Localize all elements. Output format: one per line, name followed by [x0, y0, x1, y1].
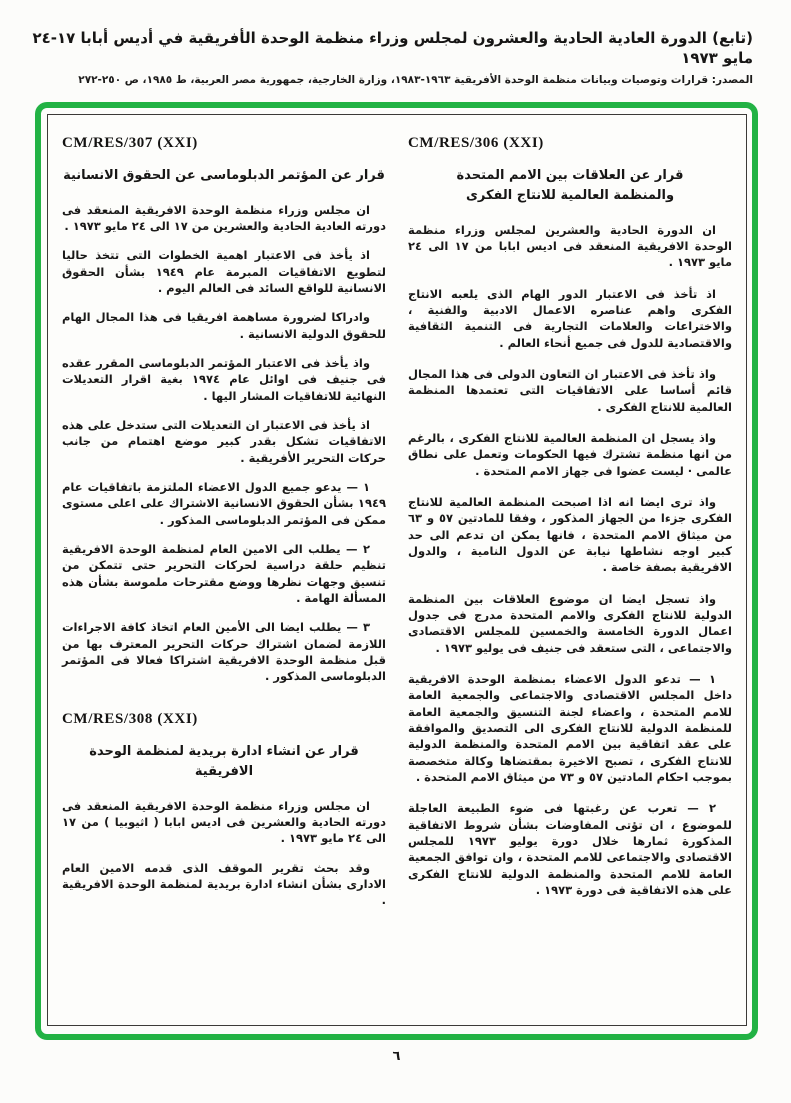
paragraph: وقد بحث تقرير الموقف الذى قدمه الامين العام الادارى بشأن انشاء ادارة بريدية لمنظمة الوحدة الافريقية .: [62, 860, 386, 908]
paragraph: ١ — تدعو الدول الاعضاء بمنظمة الوحدة الافريقية داخل المجلس الاقتصادى والاجتماعى والجمعية العامة للامم المتحدة ، واعضاء لجنة التنسيق والجمعية العامة للمنظمة الدولية للانتاج الفكرى الى التصديق والموافقة على عقد اتفاقية بين الامم المتحدة والمنظمة الدولية للانتاج الفكرى ، تصبح الاخيرة بمقتضاها وكالة متخصصة بموجب احكام المادتين ٥٧ و ٧٣ من ميثاق الامم المتحدة .: [408, 672, 732, 784]
column-left: [56, 135, 392, 1025]
paragraph: واذ يأخذ فى الاعتبار المؤتمر الدبلوماسى المقرر عقده فى جنيف فى اوائل عام ١٩٧٤ بغية اقرار التعديلات النهائية للاتفاقيات المشار اليها .: [62, 355, 387, 403]
resolution-title-308: [62, 742, 386, 782]
paragraph: واذ ترى ايضا انه اذا اصبحت المنظمة العالمية للانتاج الفكرى جزءا من الجهاز المذكور ، وفقا للمادتين ٥٧ و ٦٣ من ميثاق الامم المتحدة ، فانها يمكن ان تدعم الى حد كبير اوجه نشاطها نيابة عن الدول النامية ، والدول الافريقية بصفة خاصة .: [408, 495, 732, 575]
paragraph: ١ — يدعو جميع الدول الاعضاء الملتزمة باتفاقيات عام ١٩٤٩ بشأن الحقوق الانسانية الاشتراك على اعلى مستوى ممكن فى المؤتمر الدبلوماسى المذكور .: [62, 479, 386, 527]
green-frame: [35, 102, 758, 1040]
paragraph: ان مجلس وزراء منظمة الوحدة الافريقية المنعقد فى دورته الحادية والعشرين فى اديس ابابا ( اثيوبيا ) من ١٧ الى ٢٤ مايو ١٩٧٣ .: [62, 798, 386, 846]
paragraph: ان مجلس وزراء منظمة الوحدة الافريقية المنعقد فى دورته العادية الحادية والعشرين من ١٧ الى ٢٤ مايو ١٩٧٣ .: [62, 202, 386, 233]
resolution-code-308: CM/RES/308 (XXI): [62, 710, 198, 727]
resolution-title-306-line1: قرار عن العلاقات بين الامم المتحدة: [456, 167, 684, 183]
paragraph: اذ يأخذ فى الاعتبار ان التعديلات التى ستدخل على هذه الاتفاقيات تشكل بقدر كبير موضع اهتمام من جانب حركات التحرير الأفريقية .: [62, 417, 386, 465]
page-header: [0, 0, 791, 86]
page-number: ٦: [392, 1048, 401, 1064]
paragraph: ٢ — تعرب عن رغبتها فى ضوء الطبيعة العاجلة للموضوع ، ان تؤتى المفاوضات بشأن شروط الاتفاقية المذكورة ثمارها خلال دورة يوليو ١٩٧٣ للمجلس الاقتصادى والاجتماعى للامم المتحدة ، وان توافق الجمعية العامة للامم المتحدة والمنظمة الدولية للانتاج الفكرى على هذه الاتفاقية فى دورة ١٩٧٣ .: [408, 801, 732, 897]
resolution-title-307: [62, 166, 386, 186]
resolution-308: [62, 711, 386, 909]
paragraph: اذ يأخذ فى الاعتبار اهمية الخطوات التى تتخذ حاليا لتطويع الاتفاقيات المبرمة عام ١٩٤٩ بشأن الحقوق الانسانية للواقع السائد فى العالم اليوم .: [62, 248, 386, 295]
resolution-code-306: CM/RES/306 (XXI): [408, 134, 544, 151]
resolution-title-306-line2: والمنظمة العالمية للانتاج الفكرى: [465, 187, 675, 203]
resolution-code-307: CM/RES/307 (XXI): [62, 134, 198, 151]
paragraph: واذ تأخذ فى الاعتبار ان التعاون الدولى فى هذا المجال قائم أساسا على الاتفاقيات التى تعتمدها المنظمة العالمية للانتاج الفكرى .: [408, 367, 732, 414]
header-session-line: (تابع) الدورة العادية الحادية والعشرون لمجلس وزراء منظمة الوحدة الأفريقية في أديس أبابا ١٧-٢٤ مايو ١٩٧٣: [32, 29, 753, 68]
resolution-307: [62, 135, 386, 685]
resolution-306: [408, 135, 732, 899]
paragraph: واذ يسجل ان المنظمة العالمية للانتاج الفكرى ، بالرغم من انها منظمة تشترك فيها الحكومات وتعمل على نطاق عالمى · ليست عضوا فى جهاز الامم المتحدة .: [408, 431, 732, 478]
paragraph: ٣ — يطلب ايضا الى الأمين العام اتخاذ كافة الاجراءات اللازمة لضمان اشتراك حركات التحرير المعترف بها من قبل منظمة الوحدة الافريقية اشتراكا فعالا فى المؤتمر الدبلوماسى المذكور .: [62, 620, 386, 684]
paragraph: ان الدورة الحادية والعشرين لمجلس وزراء منظمة الوحدة الافريقية المنعقد فى اديس ابابا من ١٧ الى ٢٤ مايو ١٩٧٣ .: [408, 222, 733, 270]
header-source-line: المصدر: قرارات وتوصيات وبيانات منظمة الوحدة الأفريقية ١٩٦٣-١٩٨٣، وزارة الخارجية، جمهورية مصر العربية، ط ١٩٨٥، ص ٢٥٠-٢٧٢: [78, 73, 753, 86]
resolution-title-308-line1: قرار عن انشاء ادارة بريدية لمنظمة الوحدة الافريقية: [89, 743, 359, 779]
resolution-title-306: [408, 166, 732, 206]
paragraph: وادراكا لضرورة مساهمة افريقيا فى هذا المجال الهام للحقوق الدولية الانسانية .: [62, 310, 386, 341]
resolution-title-307-line1: قرار عن المؤتمر الدبلوماسى عن الحقوق الانسانية: [63, 167, 385, 183]
scanned-page-border: [47, 114, 747, 1026]
paragraph: ٢ — يطلب الى الامين العام لمنظمة الوحدة الافريقية تنظيم حلقة دراسية لحركات التحرير حتى تتمكن من تنسيق وجهات نظرها ووضع مقترحات ملموسة بشأن هذه المسألة الهامة .: [62, 541, 386, 605]
column-right: [402, 135, 738, 1025]
paragraph: واذ تسجل ايضا ان موضوع العلاقات بين المنظمة الدولية للانتاج الفكرى والامم المتحدة مدرج فى جدول اعمال الدورة الخامسة والخمسين للمجلس الاقتصادى والاجتماعى ، التى ستعقد فى جنيف فى يوليو ١٩٧٣ .: [408, 591, 732, 655]
paragraph: اذ تأخذ فى الاعتبار الدور الهام الذى يلعبه الانتاج الفكرى واهم عناصره الاعمال الادبية والفنية ، والاختراعات والعلامات التجارية فى التنمية الثقافية والاقتصادية للدول فى جميع أنحاء العالم .: [408, 286, 732, 350]
